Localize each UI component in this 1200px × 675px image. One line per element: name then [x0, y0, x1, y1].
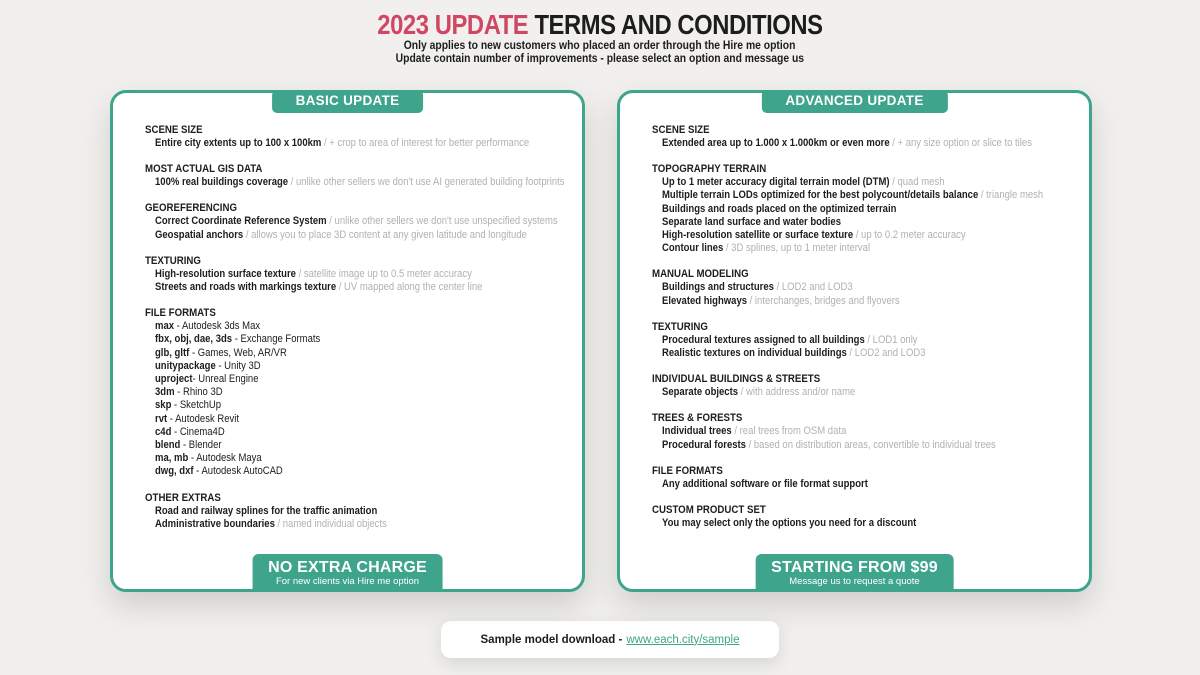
feature-main: glb, gltf — [155, 346, 190, 359]
feature-main: 100% real buildings coverage — [155, 176, 289, 189]
feature-main: High-resolution surface texture — [155, 267, 296, 280]
feature-main: Road and railway splines for the traffic animation — [155, 504, 378, 517]
feature-line — [662, 216, 1038, 229]
section-title: SCENE SIZE — [145, 124, 203, 136]
feature-line — [662, 517, 1038, 530]
feature-line — [155, 465, 531, 478]
section — [652, 412, 1089, 451]
feature-main: Geospatial anchors — [155, 228, 244, 241]
feature-main: skp — [155, 399, 172, 412]
feature-line — [155, 320, 531, 333]
feature-main: Separate objects — [662, 386, 739, 399]
feature-line — [155, 439, 531, 452]
section-title: INDIVIDUAL BUILDINGS & STREETS — [652, 373, 821, 386]
section — [145, 202, 582, 241]
feature-detail: - Autodesk Maya — [188, 452, 262, 465]
feature-main: Administrative boundaries — [155, 517, 275, 530]
feature-main: Elevated highways — [662, 294, 748, 307]
subtitle-line-2: Update contain number of improvements - please select an option and message us — [395, 53, 805, 65]
feature-line — [662, 295, 1038, 308]
feature-note: / satellite image up to 0.5 meter accuracy — [295, 267, 472, 280]
feature-main: ma, mb — [155, 452, 189, 465]
feature-main: Up to 1 meter accuracy digital terrain model (DTM) — [662, 176, 890, 189]
basic-panel-content — [113, 93, 582, 531]
feature-line — [662, 347, 1038, 360]
feature-note: / real trees from OSM data — [731, 425, 847, 438]
section-title: FILE FORMATS — [652, 464, 723, 477]
feature-main: 3dm — [155, 386, 175, 399]
feature-line — [662, 203, 1038, 216]
feature-line — [155, 360, 531, 373]
section-title: MOST ACTUAL GIS DATA — [145, 163, 263, 176]
feature-main: Buildings and structures — [662, 281, 774, 294]
section-title: GEOREFERENCING — [145, 202, 237, 215]
feature-detail: - SketchUp — [171, 399, 222, 412]
feature-line — [662, 242, 1038, 255]
advanced-update-panel — [617, 90, 1092, 592]
feature-note: / LOD2 and LOD3 — [773, 281, 853, 294]
feature-note: / 3D splines, up to 1 meter interval — [723, 242, 871, 255]
feature-detail: - Unity 3D — [215, 359, 261, 372]
feature-note: / up to 0.2 meter accuracy — [853, 229, 966, 242]
section-title: SCENE SIZE — [652, 124, 710, 136]
feature-main: Extended area up to 1.000 x 1.000km or even more — [662, 137, 890, 149]
section — [145, 307, 582, 478]
feature-line — [662, 425, 1038, 438]
feature-main: Correct Coordinate Reference System — [155, 215, 327, 228]
sample-download-link[interactable]: www.each.city/sample — [626, 633, 740, 646]
advanced-update-header-badge: ADVANCED UPDATE — [761, 90, 947, 113]
feature-line — [662, 189, 1044, 202]
feature-main: Contour lines — [662, 242, 724, 255]
feature-detail: - Unreal Engine — [192, 373, 259, 386]
feature-line — [662, 176, 1038, 189]
feature-line — [155, 333, 531, 346]
feature-line — [155, 229, 531, 242]
feature-detail: - Games, Web, AR/VR — [189, 346, 287, 359]
feature-note: / unlike other sellers we don't use unspecified systems — [326, 215, 558, 228]
section — [652, 465, 1089, 491]
feature-main: uproject — [155, 373, 193, 386]
feature-main: Realistic textures on individual buildings — [662, 347, 847, 360]
feature-line — [155, 373, 531, 386]
feature-line — [155, 176, 565, 189]
price-badge-subtitle: Message us to request a quote — [789, 576, 920, 587]
feature-main: max — [155, 320, 175, 333]
section-title: TEXTURING — [652, 320, 708, 333]
page-title — [377, 10, 822, 40]
feature-main: Streets and roads with markings texture — [155, 281, 337, 294]
feature-line — [155, 399, 531, 412]
feature-detail: - Cinema4D — [171, 425, 225, 438]
feature-note: / allows you to place 3D content at any given latitude and longitude — [243, 228, 527, 241]
section-title: OTHER EXTRAS — [145, 491, 221, 504]
feature-detail: - Autodesk Revit — [167, 412, 239, 425]
section — [652, 124, 1089, 150]
section-title: TOPOGRAPHY TERRAIN — [652, 163, 767, 176]
feature-note: / named individual objects — [274, 517, 387, 530]
feature-line — [155, 452, 531, 465]
feature-note: / unlike other sellers we don't use AI generated building footprints — [288, 176, 565, 189]
feature-main: Individual trees — [662, 425, 732, 438]
section — [145, 124, 582, 150]
feature-line — [662, 281, 1038, 294]
basic-price-badge — [252, 554, 443, 592]
section — [652, 268, 1089, 307]
feature-main: fbx, obj, dae, 3ds — [155, 333, 233, 346]
feature-main: Procedural forests — [662, 438, 746, 451]
price-badge-title: NO EXTRA CHARGE — [268, 559, 427, 576]
feature-main: Buildings and roads placed on the optimized terrain — [662, 202, 897, 215]
feature-note: / triangle mesh — [978, 189, 1044, 202]
feature-detail: - Rhino 3D — [174, 386, 223, 399]
feature-line — [155, 137, 531, 150]
section — [652, 321, 1089, 360]
feature-note: / interchanges, bridges and flyovers — [747, 294, 900, 307]
feature-line — [662, 137, 1038, 150]
feature-detail: - Blender — [180, 439, 222, 452]
feature-line — [662, 478, 1038, 491]
feature-detail: - Autodesk 3ds Max — [174, 320, 261, 333]
feature-note: / + any size option or slice to tiles — [889, 137, 1032, 149]
advanced-price-badge — [755, 554, 954, 592]
feature-detail: - Exchange Formats — [232, 333, 321, 346]
sample-download-bar — [441, 621, 779, 658]
feature-line — [155, 386, 531, 399]
feature-line — [155, 413, 531, 426]
feature-main: dwg, dxf — [155, 465, 194, 478]
section-title: CUSTOM PRODUCT SET — [652, 504, 766, 517]
feature-line — [155, 215, 558, 228]
feature-line — [662, 386, 1038, 399]
feature-note: / quad mesh — [889, 176, 945, 189]
feature-main: rvt — [155, 412, 168, 425]
feature-main: Entire city extents up to 100 x 100km — [155, 137, 322, 149]
feature-line — [155, 518, 531, 531]
page-header — [0, 10, 1200, 66]
feature-detail: - Autodesk AutoCAD — [193, 465, 283, 478]
price-badge-subtitle: For new clients via Hire me option — [275, 576, 420, 587]
feature-line — [155, 426, 531, 439]
feature-line — [662, 439, 1038, 452]
feature-note: / UV mapped along the center line — [336, 281, 483, 294]
feature-line — [155, 268, 531, 281]
feature-main: Separate land surface and water bodies — [662, 215, 842, 228]
section — [145, 163, 582, 189]
feature-main: blend — [155, 439, 181, 452]
feature-main: Multiple terrain LODs optimized for the best polycount/details balance — [662, 189, 979, 202]
section-title: TREES & FORESTS — [652, 412, 743, 425]
feature-note: / LOD2 and LOD3 — [846, 347, 926, 360]
section — [145, 492, 582, 531]
page-title-rest: TERMS AND CONDITIONS — [528, 9, 823, 40]
section-title: MANUAL MODELING — [652, 268, 749, 281]
feature-main: You may select only the options you need for a discount — [662, 517, 917, 530]
feature-line — [662, 334, 1038, 347]
section-title: TEXTURING — [145, 254, 201, 267]
feature-main: Procedural textures assigned to all buildings — [662, 333, 865, 346]
subtitle-1-pre: Only applies to new customers who placed an order through the — [404, 40, 724, 52]
feature-note: / + crop to area of interest for better performance — [321, 137, 530, 149]
advanced-panel-content — [620, 93, 1089, 530]
section — [652, 504, 1089, 530]
section — [652, 373, 1089, 399]
feature-main: c4d — [155, 425, 172, 438]
page-title-accent: 2023 UPDATE — [377, 9, 529, 40]
section — [145, 255, 582, 294]
subtitle-line-1 — [0, 40, 1200, 53]
section — [652, 163, 1089, 255]
feature-note: / based on distribution areas, convertible to individual trees — [745, 438, 996, 451]
feature-line — [155, 347, 531, 360]
feature-line — [155, 281, 531, 294]
price-badge-title: STARTING FROM $99 — [771, 559, 938, 576]
feature-note: / LOD1 only — [864, 333, 918, 346]
hire-me-label: Hire me — [723, 40, 762, 52]
feature-main: unitypackage — [155, 359, 216, 372]
basic-update-panel — [110, 90, 585, 592]
feature-line — [662, 229, 1038, 242]
sample-download-label: Sample model download - — [480, 633, 623, 646]
feature-line — [155, 505, 531, 518]
feature-note: / with address and/or name — [738, 386, 856, 399]
subtitle-1-post: option — [761, 40, 796, 52]
basic-update-header-badge: BASIC UPDATE — [272, 90, 424, 113]
feature-main: High-resolution satellite or surface texture — [662, 229, 854, 242]
feature-main: Any additional software or file format support — [662, 477, 868, 490]
section-title: FILE FORMATS — [145, 307, 216, 320]
